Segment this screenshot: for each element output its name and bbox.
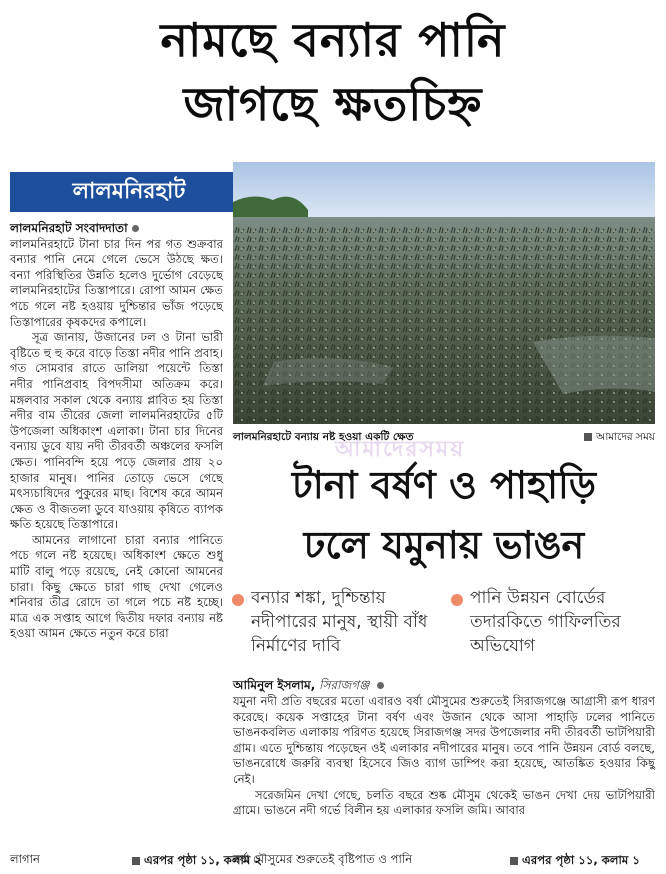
byline-dot-icon: [377, 682, 384, 689]
left-article: [10, 221, 223, 642]
right-continued: [510, 852, 640, 871]
left-paragraph: সূত্র জানায়, উজানের ঢল ও টানা ভারী বৃষ্টিতে হু হু করে বাড়ে তিস্তা নদীর পানি প্রবাহ। গত সোমবার রাতে ডালিয়া পয়েন্টে তিস্তা নদীর পানিপ্রবাহ বিপদসীমা অতিক্রম করে। মঙ্গলবার সকাল থেকে বন্যায় প্লাবিত হয় তিস্তা নদীর বাম তীরের জেলা লালমনিরহাটের ৫টি উপজেলা অধিকাংশ এলাকা। টানা চার দিনের বন্যায় ডুবে যায় নদী তীরবর্তী অঞ্চলের ফসলি ক্ষেত। পানিবন্দি হয়ে পড়ে জেলার প্রায় ২০ হাজার মানুষ। পানির তোড়ে ভেসে গেছে মৎস্যচাষিদের পুকুরের মাছ। বিশেষ করে আমন ক্ষেত ও বীজতলা ডুবে যাওয়ায় কৃষিতে ব্যাপক ক্ষতি হয়েছে তিস্তাপারে।: [10, 330, 223, 532]
main-headline-line2: জাগছে ক্ষতচিহ্ন: [183, 77, 483, 131]
right-paragraph: সরেজমিন দেখা গেছে, চলতি বছরে শুষ্ক মৌসুম থেকেই ভাঙন দেখা দেয় ভাটপিয়ারী গ্রামে। ভাঙনে নদী গর্ভে বিলীন হয় এলাকার ফসলি জমি। আবার: [233, 787, 655, 818]
right-paragraph: যমুনা নদী প্রতি বছরের মতো এবারও বর্ষা মৌসুমের শুরুতেই সিরাজগঞ্জে আগ্রাসী রূপ ধারণ করেছে। কয়েক সপ্তাহের টানা বর্ষণ এবং উজান থেকে আসা পাহাড়ি ঢলের পানিতে ভাঙনকবলিত এলাকায় পরিণত হয়েছে সিরাজগঞ্জ সদর উপজেলার নদী তীরবর্তী ভাটপিয়ারী গ্রাম। এতে দুশ্চিন্তায় পড়েছেন ওই এলাকার নদীপারের মানুষ। তবে পানি উন্নয়ন বোর্ড বলছে, ভাঙনরোধে জরুরি ব্যবস্থা হিসেবে জিও ব্যাগ ডাম্পিং করা হয়েছে, আতঙ্কিত হওয়ার কিছু নেই।: [233, 694, 655, 786]
highlight-bullet-icon: [451, 594, 463, 606]
right-continued-text: এরপর পৃষ্ঠা ১১, কলাম ১: [522, 853, 640, 867]
byline-dot-icon: [132, 225, 139, 232]
left-continued-text: এরপর পৃষ্ঠা ১১, কলাম ২: [144, 853, 262, 867]
square-bullet-icon: [510, 857, 518, 865]
main-headline-line1: নামছে বন্যার পানি: [160, 13, 506, 67]
left-paragraph: আমনের লাগানো চারা বন্যার পানিতে পচে গলে নষ্ট হয়েছে। অধিকাংশ ক্ষেতে শুধু মাটি বালু পড়ে রয়েছে, নেই কোনো আমনের চারা। কিছু ক্ষেতে চারা গাছ দেখা গেলেও শনিবার তীব্র রোদে তা গলে পচে নষ্ট হচ্ছে। মাত্র এক সপ্তাহ আগে দ্বিতীয় দফার বন্যায় নষ্ট হওয়া আমন ক্ষেতে নতুন করে চারা: [10, 532, 223, 641]
left-last-line: লাগান: [10, 852, 40, 866]
highlight-bullet-icon: [232, 594, 244, 606]
photo-credit-text: আমাদের সময়: [596, 431, 655, 443]
left-byline: [10, 221, 223, 237]
square-bullet-icon: [132, 857, 140, 865]
highlight-2: পানি উন্নয়ন বোর্ডের তদারকিতে গাফিলতির অভিযোগ: [470, 588, 621, 656]
second-headline-line1: টানা বর্ষণ ও পাহাড়ি: [292, 463, 596, 507]
photo-credit: [584, 430, 655, 447]
highlight-1: বন্যার শঙ্কা, দুশ্চিন্তায় নদীপারের মানুষ, স্থায়ী বাঁধ নির্মাণের দাবি: [251, 588, 428, 656]
watermark: আমাদেরসময়: [334, 437, 466, 462]
right-article: [233, 694, 655, 819]
flooded-field-photo: [233, 162, 655, 424]
right-last-line: বর্ষা মৌসুমের শুরুতেই বৃষ্টিপাত ও পানি: [233, 852, 413, 866]
left-paragraph: লালমনিরহাটে টানা চার দিন পর গত শুক্রবার বন্যার পানি নেমে গেলে ভেসে উঠছে ক্ষত। বন্যা পরিস্থিতির উন্নতি হলেও দুর্ভোগ বেড়েছে লালমনিরহাটের তিস্তাপারে। রোপা আমন ক্ষেত পচে গলে নষ্ট হওয়ায় দুশ্চিন্তার ভাঁজ পড়েছে তিস্তাপারের কৃষকদের কপালে।: [10, 236, 223, 329]
right-author: আমিনুল ইসলাম,: [233, 678, 316, 692]
section-tag: লালমনিরহাট: [10, 172, 248, 212]
right-location: সিরাজগঞ্জ: [319, 678, 370, 692]
photo-caption: লালমনিরহাটে বন্যায় নষ্ট হওয়া একটি ক্ষেত: [233, 431, 414, 443]
second-headline-line2: ঢলে যমুনায় ভাঙন: [303, 523, 585, 567]
left-byline-text: লালমনিরহাট সংবাদদাতা: [10, 221, 128, 235]
square-bullet-icon: [584, 433, 592, 441]
